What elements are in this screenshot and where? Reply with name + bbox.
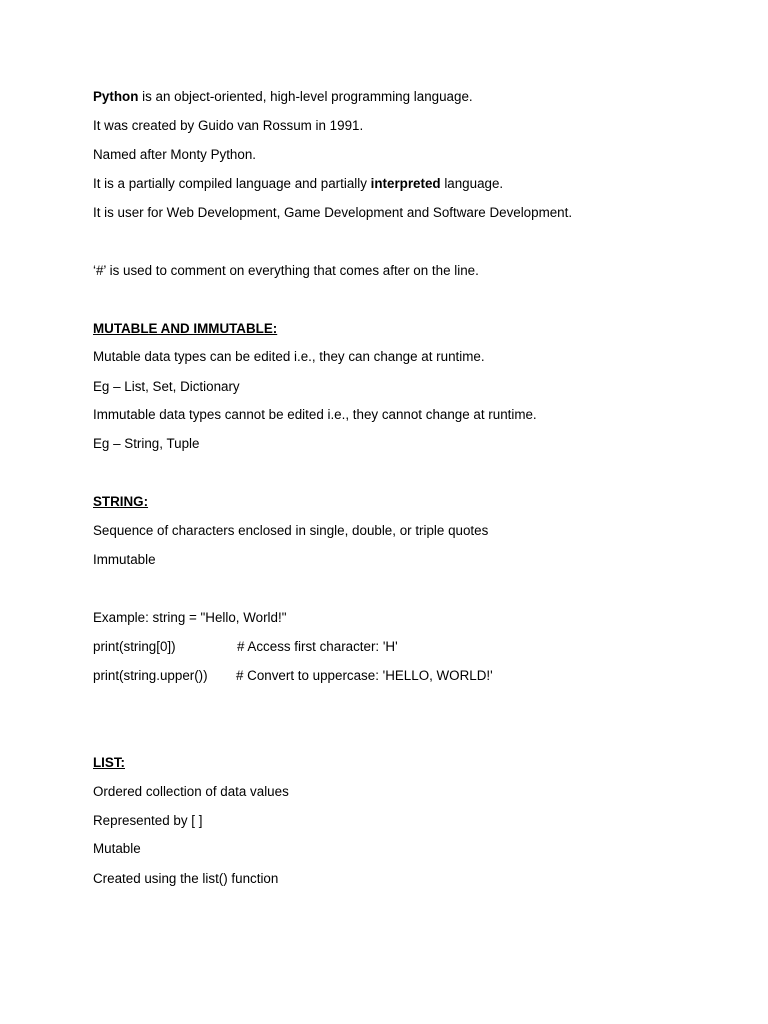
comment-line: ‘#’ is used to comment on everything that comes after on the line. [93,263,479,278]
intro-line-1-text: is an object-oriented, high-level programming language. [138,89,473,104]
list-line-2: Represented by [ ] [93,813,203,828]
intro-line-1 [93,89,473,105]
intro-line-4 [93,176,503,192]
list-line-4: Created using the list() function [93,871,279,886]
intro-line-4-end: language. [440,176,504,191]
string-example: Example: string = "Hello, World!" [93,610,287,625]
mutable-line-3: Immutable data types cannot be edited i.e., they cannot change at runtime. [93,407,537,422]
string-line-1: Sequence of characters enclosed in single, double, or triple quotes [93,523,489,538]
interpreted-term: interpreted [370,176,441,191]
intro-line-5: It is user for Web Development, Game Development and Software Development. [93,205,573,220]
mutable-line-1: Mutable data types can be edited i.e., they can change at runtime. [93,349,485,364]
python-term: Python [93,89,139,104]
code-1-comment: # Access first character: 'H' [237,639,398,654]
code-2-statement: print(string.upper()) [93,668,208,683]
list-line-3: Mutable [93,841,141,856]
mutable-line-4: Eg – String, Tuple [93,436,200,451]
intro-line-4-start: It is a partially compiled language and partially [93,176,371,191]
mutable-heading: MUTABLE AND IMMUTABLE: [93,321,278,336]
list-line-1: Ordered collection of data values [93,784,289,799]
code-2-comment: # Convert to uppercase: 'HELLO, WORLD!' [236,668,493,683]
string-line-2: Immutable [93,552,156,567]
mutable-line-2: Eg – List, Set, Dictionary [93,379,240,394]
string-code-line-1 [93,639,398,655]
string-heading: STRING: [93,494,149,509]
string-code-line-2 [93,668,493,684]
intro-line-2: It was created by Guido van Rossum in 1991. [93,118,364,133]
list-heading: LIST: [93,755,125,770]
code-1-statement: print(string[0]) [93,639,176,654]
intro-line-3: Named after Monty Python. [93,147,256,162]
